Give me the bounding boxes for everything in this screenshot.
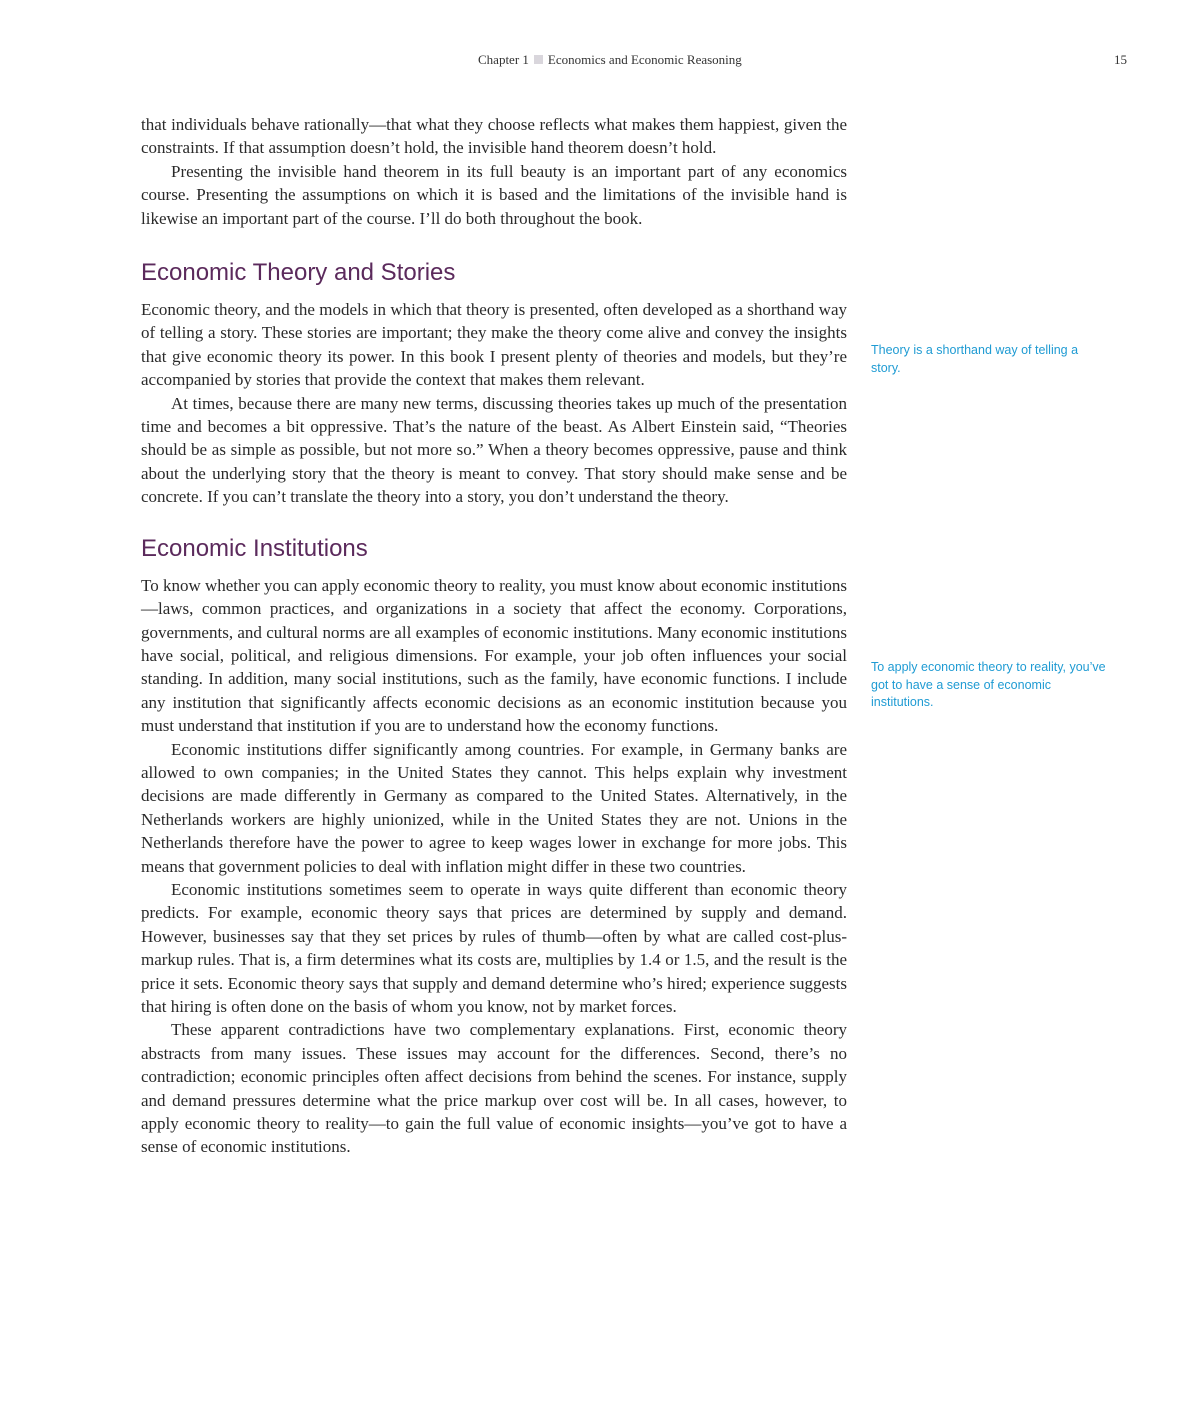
institutions-paragraph-3: Economic institutions sometimes seem to operate in ways quite different than economic theory predicts. For example, economic theory says that prices are determined by supply and demand. However, businesses say that they set prices by rules of thumb—often by what are called cost-plus-markup rules. That is, a firm determines what its costs are, multiplies by 1.4 or 1.5, and the result is the price it sets. Economic theory says that supply and demand determine who’s hired; experience suggests that hiring is often done on the basis of whom you know, not by market forces.	[141, 879, 847, 1016]
institutions-paragraph-2: Economic institutions differ significantly among countries. For example, in Germany banks are allowed to own companies; in the United States they cannot. This helps explain why investment decisions are made differently in Germany as compared to the United States. Alternatively, in the Netherlands workers are highly unionized, while in the United States they are not. Unions in the Netherlands therefore have the power to agree to keep wages lower in exchange for more jobs. This means that government policies to deal with inflation might differ in these two countries.	[141, 739, 847, 876]
page-number: 15	[1114, 52, 1127, 67]
institutions-paragraph-1: To know whether you can apply economic theory to reality, you must know about economic institutions—laws, common practices, and organizations in a society that affect the economy. Corporations, governments, and cultural norms are all examples of economic institutions. Many economic institutions have social, political, and religious dimensions. For example, your job often influences your social standing. In addition, many social institutions, such as the family, have economic functions. I include any institution that significantly affects economic decisions as an economic institution because you must understand that institution if you are to understand how the economy functions.	[141, 575, 847, 736]
section-heading-economic-institutions: Economic Institutions	[141, 534, 368, 562]
chapter-title: Economics and Economic Reasoning	[547, 52, 742, 67]
margin-note-theory: Theory is a shorthand way of telling a story.	[871, 343, 1079, 375]
separator-square-icon	[534, 55, 543, 64]
chapter-label: Chapter 1	[478, 52, 529, 67]
intro-paragraph-2: Presenting the invisible hand theorem in its full beauty is an important part of any economics course. Presenting the assumptions on which it is based and the limitations of the invisible hand is likewise an important part of the course. I’ll do both throughout the book.	[141, 161, 847, 228]
running-head	[0, 52, 1200, 72]
institutions-paragraph-4: These apparent contradictions have two complementary explanations. First, economic theory abstracts from many issues. These issues may account for the differences. Second, there’s no contradiction; economic principles often affect decisions from behind the scenes. For instance, supply and demand pressures determine what the price markup over cost will be. In all cases, however, to apply economic theory to reality—to gain the full value of economic insights—you’ve got to have a sense of economic institutions.	[141, 1020, 847, 1157]
section-heading-theory-and-stories: Economic Theory and Stories	[141, 259, 456, 287]
theory-paragraph-1: Economic theory, and the models in which that theory is presented, often developed as a shorthand way of telling a story. These stories are important; they make the theory come alive and convey the insights that give economic theory its power. In this book I present plenty of theories and models, but they’re accompanied by stories that provide the context that makes them relevant.	[141, 300, 847, 390]
margin-note-institutions: To apply economic theory to reality, you’ve got to have a sense of economic institutions.	[871, 660, 1106, 709]
intro-paragraph-1: that individuals behave rationally—that what they choose reflects what makes them happiest, given the constraints. If that assumption doesn’t hold, the invisible hand theorem doesn’t hold.	[141, 115, 847, 158]
running-head-title	[478, 52, 742, 68]
main-text-column	[141, 113, 847, 1159]
theory-paragraph-2: At times, because there are many new terms, discussing theories takes up much of the presentation time and becomes a bit oppressive. That’s the nature of the beast. As Albert Einstein said, “Theories should be as simple as possible, but not more so.” When a theory becomes oppressive, pause and think about the underlying story that the theory is meant to convey. That story should make sense and be concrete. If you can’t translate the theory into a story, you don’t understand the theory.	[141, 393, 847, 507]
